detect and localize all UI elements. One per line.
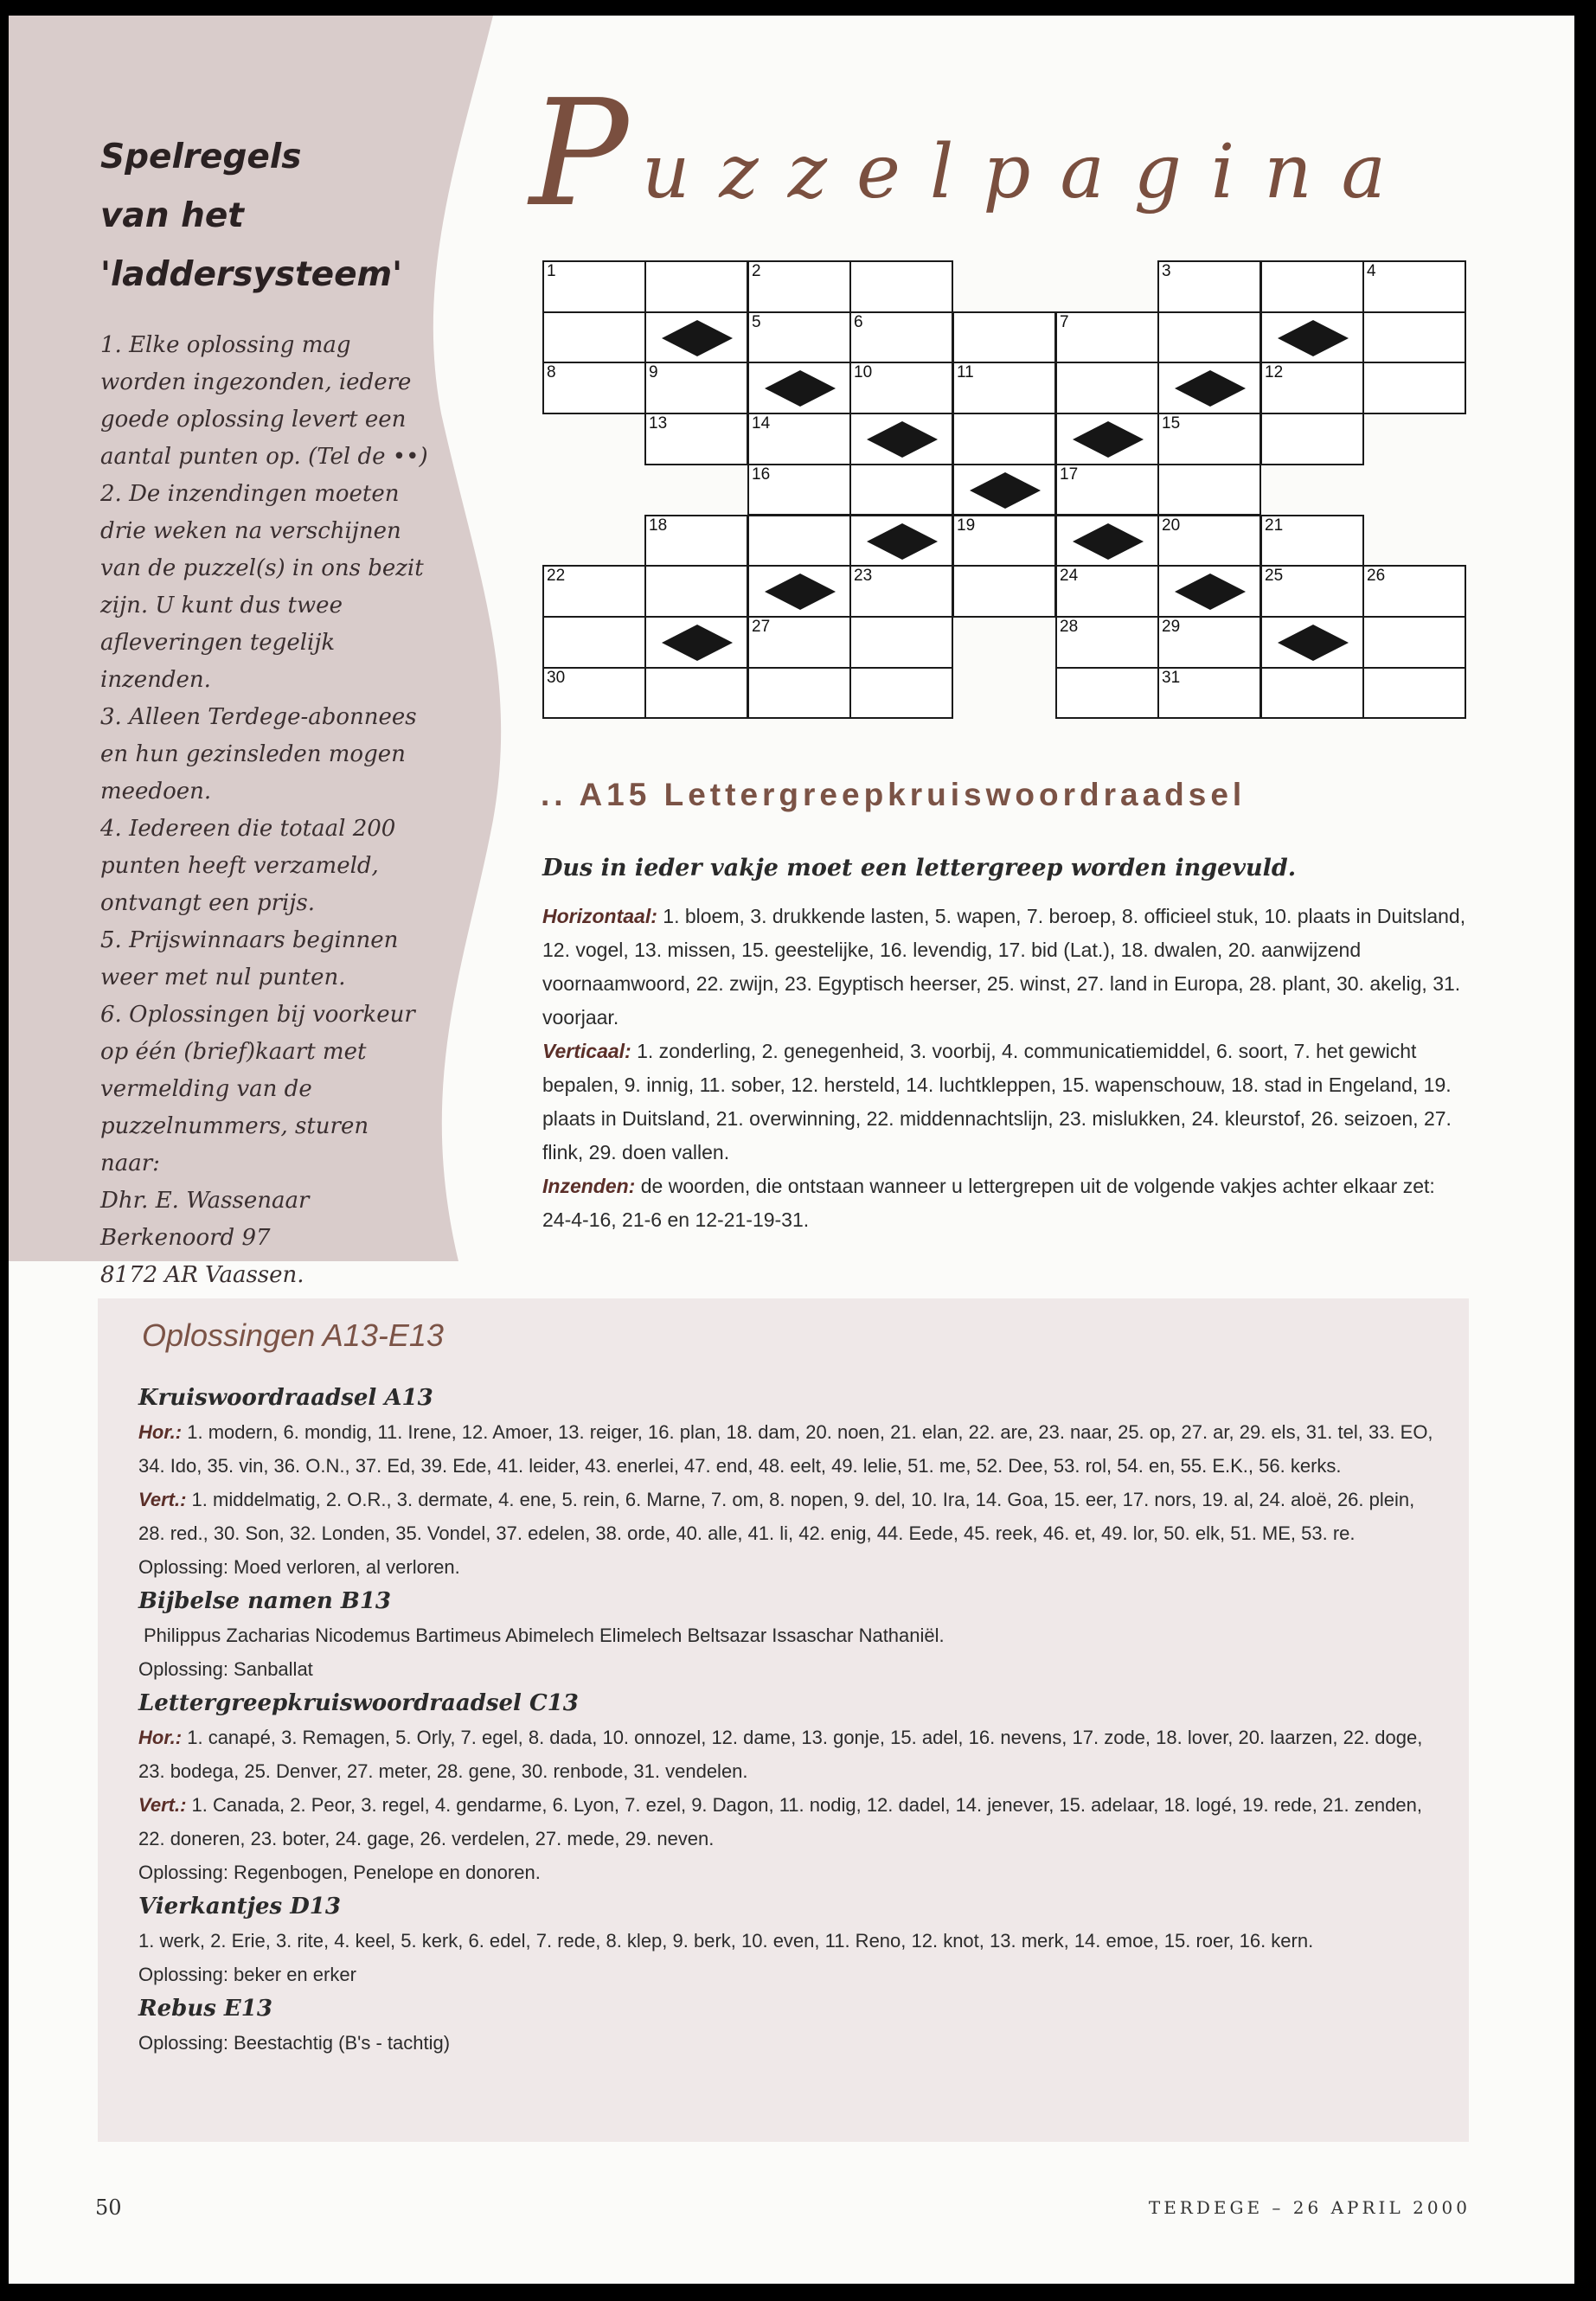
rule-item: 2. De inzendingen moeten drie weken na verschijnen van de puzzel(s) in ons bezit zijn. U kunt dus twee afleveringen tegelijk inzenden. (100, 481, 424, 693)
crossword-cell (1157, 464, 1261, 516)
block-diamond-icon (749, 567, 851, 617)
crossword-cell (1260, 311, 1364, 364)
crossword-cell (747, 362, 851, 414)
crossword-cell (849, 311, 953, 364)
crossword-cell (1055, 413, 1159, 465)
crossword-cell (747, 260, 851, 313)
cell-number: 3 (1162, 262, 1171, 280)
crossword-cell (644, 515, 748, 567)
c13-solution: Oplossing: Regenbogen, Penelope en donoren. (138, 1862, 541, 1883)
horizontal-text: 1. bloem, 3. drukkende lasten, 5. wapen, 7. beroep, 8. officieel stuk, 10. plaats in Duitsland, 12. vogel, 13. missen, 15. geestelijke, 16. levendig, 17. bid (Lat.), 18. dwalen, 20. aanwijzend voornaamwoord, 22. zwijn, 23. Egyptisch heerser, 25. winst, 27. land in Europa, 28. plant, 30. akelig, 31. voorjaar. (542, 905, 1466, 1029)
cell-number: 28 (1060, 617, 1079, 636)
solutions-body (138, 1381, 1445, 2060)
crossword-cell (747, 565, 851, 618)
crossword-cell (644, 667, 748, 720)
rule-item: 4. Iedereen die totaal 200 punten heeft verzameld, ontvangt een prijs. (100, 816, 396, 916)
crossword-cell (542, 565, 646, 618)
block-diamond-icon (1057, 516, 1159, 567)
crossword-cell (1055, 616, 1159, 669)
address-line: Dhr. E. Wassenaar (100, 1188, 310, 1214)
crossword-cell (1157, 565, 1261, 618)
crossword-cell (952, 565, 1056, 618)
submit-instructions (542, 1170, 1481, 1203)
cell-number: 29 (1162, 617, 1181, 636)
crossword-cell (644, 260, 748, 313)
cell-number: 24 (1060, 567, 1079, 586)
cell-number: 18 (649, 516, 668, 535)
magazine-page (9, 16, 1574, 2284)
crossword-cell (1157, 311, 1261, 364)
crossword-cell (1157, 616, 1261, 669)
a13-hor-text: 1. modern, 6. mondig, 11. Irene, 12. Amoer, 13. reiger, 16. plan, 18. dam, 20. noen, 21. elan, 22. are, 23. naar, 25. op, 27. ar, 29. els, 31. tel, 33. EO, 34. Ido, 35. vin, 36. O.N., 37. Ed, 39. Ede, 41. leider, 43. enerlei, 47. end, 48. eelt, 49. lelie, 51. me, 52. Dee, 53. rol, 54. en, 55. E.K., 56. kerks. (138, 1421, 1433, 1477)
crossword-cell (849, 565, 953, 618)
crossword-cell (644, 362, 748, 414)
crossword-cell (644, 616, 748, 669)
block-diamond-icon (1262, 313, 1364, 363)
crossword-cell (747, 464, 851, 516)
block-diamond-icon (1057, 414, 1159, 465)
crossword-cell (1055, 362, 1159, 414)
block-diamond-icon (851, 516, 953, 567)
cell-number: 17 (1060, 465, 1079, 484)
submit-text: de woorden, die ontstaan wanneer u lettergrepen uit de volgende vakjes achter elkaar zet: (635, 1175, 1435, 1197)
rules-title-line: van het (100, 196, 244, 235)
crossword-cell (747, 413, 851, 465)
block-diamond-icon (1262, 618, 1364, 668)
rules-title-line: 'laddersysteem' (100, 255, 403, 294)
crossword-cell (1157, 413, 1261, 465)
address-line: 8172 AR Vaassen. (100, 1262, 304, 1288)
block-diamond-icon (954, 465, 1056, 516)
cell-number: 25 (1265, 567, 1284, 586)
cell-number: 30 (547, 668, 566, 687)
cell-number: 14 (752, 414, 771, 433)
crossword-cell (849, 616, 953, 669)
solutions-box (98, 1298, 1469, 2142)
cell-number: 4 (1367, 262, 1376, 280)
crossword-cell (1055, 565, 1159, 618)
c13-vertical (138, 1788, 1445, 1856)
page-title-initial: P (529, 68, 629, 240)
crossword-cell (1260, 413, 1364, 465)
block-diamond-icon (646, 618, 748, 668)
page-title-rest: uzzelpagina (642, 129, 1415, 215)
publication-line: TERDEGE – 26 APRIL 2000 (1148, 2197, 1471, 2218)
section-title: Vierkantjes D13 (138, 1894, 341, 1920)
crossword-cell (1362, 667, 1466, 720)
b13-solution: Oplossing: Sanballat (138, 1658, 313, 1680)
b13-names: Philippus Zacharias Nicodemus Bartimeus Abimelech Elimelech Beltsazar Issaschar Nathaniël. (144, 1625, 945, 1646)
horizontal-clues (542, 900, 1481, 1035)
rule-item: 5. Prijswinnaars beginnen weer met nul punten. (100, 927, 399, 990)
vertical-label: Verticaal: (542, 1040, 631, 1062)
crossword-cell (1055, 515, 1159, 567)
crossword-cell (1362, 616, 1466, 669)
block-diamond-icon (1159, 363, 1261, 413)
crossword-cell (952, 413, 1056, 465)
section-title: Bijbelse namen B13 (138, 1588, 392, 1614)
crossword-cell (644, 311, 748, 364)
a13-vertical (138, 1483, 1445, 1550)
cell-number: 27 (752, 617, 771, 636)
cell-number: 11 (957, 363, 974, 382)
crossword-cell (1055, 667, 1159, 720)
cell-number: 7 (1060, 312, 1069, 331)
crossword-cell (849, 464, 953, 516)
crossword-cell (1260, 667, 1364, 720)
puzzle-instruction: Dus in ieder vakje moet een lettergreep worden ingevuld. (542, 855, 1297, 881)
puzzle-heading: .. A15 Lettergreepkruiswoordraadsel (541, 777, 1247, 812)
crossword-cell (849, 515, 953, 567)
crossword-cell (747, 616, 851, 669)
crossword-cell (542, 311, 646, 364)
crossword-cell (1362, 311, 1466, 364)
c13-hor-text: 1. canapé, 3. Remagen, 5. Orly, 7. egel, 8. dada, 10. onnozel, 12. dame, 13. gonje, 15. adel, 16. nevens, 17. zode, 18. lover, 20. laarzen, 22. doge, 23. bodega, 25. Denver, 27. meter, 28. gene, 30. renbode, 31. vendelen. (138, 1727, 1423, 1782)
cell-number: 21 (1265, 516, 1284, 535)
a13-vert-text: 1. middelmatig, 2. O.R., 3. dermate, 4. ene, 5. rein, 6. Marne, 7. om, 8. nopen, 9. del, 10. Ira, 14. Goa, 15. eer, 17. nors, 19. al, 24. aloë, 26. plein, 28. red., 30. Son, 32. Londen, 35. Vondel, 37. edelen, 38. orde, 40. alle, 41. li, 42. enig, 44. Eede, 45. reek, 46. et, 49. lor, 50. elk, 51. ME, 53. re. (138, 1489, 1415, 1544)
cell-number: 5 (752, 312, 761, 331)
crossword-cell (747, 311, 851, 364)
d13-words: 1. werk, 2. Erie, 3. rite, 4. keel, 5. kerk, 6. edel, 7. rede, 8. klep, 9. berk, 10. even, 11. Reno, 12. knot, 13. merk, 14. emoe, 15. roer, 16. kern. (138, 1930, 1314, 1952)
crossword-cell (1055, 464, 1159, 516)
rule-item: 1. Elke oplossing mag worden ingezonden, iedere goede oplossing levert een aantal punten op. (Tel de ••) (100, 332, 428, 470)
section-title: Kruiswoordraadsel A13 (138, 1385, 433, 1411)
crossword-cell (1157, 667, 1261, 720)
a13-solution: Oplossing: Moed verloren, al verloren. (138, 1556, 460, 1578)
cell-number: 19 (957, 516, 976, 535)
c13-vert-text: 1. Canada, 2. Peor, 3. regel, 4. gendarme, 6. Lyon, 7. ezel, 9. Dagon, 11. nodig, 12. dadel, 14. jenever, 15. adelaar, 18. logé, 19. rede, 21. zenden, 22. doneren, 23. boter, 24. gage, 26. verdelen, 27. mede, 29. neven. (138, 1794, 1422, 1849)
puzzle-clues (542, 900, 1481, 1237)
crossword-cell (1260, 362, 1364, 414)
cell-number: 1 (547, 262, 556, 280)
crossword-cell (1260, 565, 1364, 618)
crossword-cell (644, 413, 748, 465)
crossword-cell (1157, 260, 1261, 313)
page-title (529, 67, 1567, 240)
crossword-cell (849, 260, 953, 313)
cell-number: 9 (649, 363, 658, 382)
crossword-cell (952, 311, 1056, 364)
crossword-cell (747, 515, 851, 567)
page-number: 50 (95, 2195, 122, 2220)
address-line: Berkenoord 97 (100, 1225, 271, 1251)
crossword-cell (1260, 515, 1364, 567)
crossword-cell (952, 464, 1056, 516)
submit-label: Inzenden: (542, 1175, 636, 1197)
cell-number: 8 (547, 363, 556, 382)
crossword-cell (1260, 616, 1364, 669)
vert-label: Vert.: (138, 1489, 187, 1510)
crossword-cell (952, 515, 1056, 567)
section-title: Rebus E13 (138, 1996, 272, 2022)
crossword-cell (542, 616, 646, 669)
crossword-cell (542, 260, 646, 313)
c13-horizontal (138, 1721, 1445, 1788)
solutions-heading: Oplossingen A13-E13 (142, 1317, 444, 1353)
crossword-cell (1157, 515, 1261, 567)
crossword-cell (644, 565, 748, 618)
crossword-cell (952, 362, 1056, 414)
cell-number: 15 (1162, 414, 1181, 433)
cell-number: 10 (854, 363, 873, 382)
rule-item: 3. Alleen Terdege-abonnees en hun gezinsleden mogen meedoen. (100, 704, 417, 804)
cell-number: 31 (1162, 668, 1181, 687)
cell-number: 23 (854, 567, 873, 586)
submit-cells: 24-4-16, 21-6 en 12-21-19-31. (542, 1208, 810, 1231)
cell-number: 13 (649, 414, 668, 433)
rule-item: 6. Oplossingen bij voorkeur op één (brief)kaart met vermelding van de puzzelnummers, sturen naar: (100, 1002, 415, 1176)
e13-solution: Oplossing: Beestachtig (B's - tachtig) (138, 2032, 451, 2054)
vertical-text: 1. zonderling, 2. genegenheid, 3. voorbij, 4. communicatiemiddel, 6. soort, 7. het gewicht bepalen, 9. innig, 11. sober, 12. hersteld, 14. luchtkleppen, 15. wapenschouw, 18. stad in Engeland, 19. plaats in Duitsland, 21. overwinning, 22. middennachtslijn, 23. mislukken, 24. kleurstof, 26. seizoen, 27. flink, 29. doen vallen. (542, 1040, 1452, 1163)
crossword-cell (849, 362, 953, 414)
block-diamond-icon (646, 313, 748, 363)
a13-horizontal (138, 1415, 1445, 1483)
crossword-cell (542, 667, 646, 720)
hor-label: Hor.: (138, 1421, 183, 1443)
crossword-cell (1362, 362, 1466, 414)
block-diamond-icon (1159, 567, 1261, 617)
vert-label: Vert.: (138, 1794, 187, 1816)
hor-label: Hor.: (138, 1727, 183, 1748)
cell-number: 26 (1367, 567, 1386, 586)
cell-number: 22 (547, 567, 566, 586)
crossword-cell (849, 413, 953, 465)
crossword-grid (542, 260, 1468, 734)
block-diamond-icon (749, 363, 851, 413)
cell-number: 20 (1162, 516, 1181, 535)
crossword-cell (747, 667, 851, 720)
cell-number: 16 (752, 465, 771, 484)
crossword-cell (1362, 260, 1466, 313)
crossword-cell (1260, 260, 1364, 313)
crossword-cell (849, 667, 953, 720)
section-title: Lettergreepkruiswoordraadsel C13 (138, 1690, 579, 1716)
cell-number: 12 (1265, 363, 1284, 382)
cell-number: 6 (854, 312, 863, 331)
d13-solution: Oplossing: beker en erker (138, 1964, 356, 1985)
horizontal-label: Horizontaal: (542, 905, 657, 927)
crossword-cell (1157, 362, 1261, 414)
vertical-clues (542, 1035, 1481, 1170)
block-diamond-icon (851, 414, 953, 465)
rules-title (100, 128, 446, 304)
cell-number: 2 (752, 262, 761, 280)
rules-list (100, 327, 429, 1294)
rules-title-line: Spelregels (100, 138, 302, 176)
crossword-cell (1055, 311, 1159, 364)
crossword-cell (542, 362, 646, 414)
crossword-cell (1362, 565, 1466, 618)
